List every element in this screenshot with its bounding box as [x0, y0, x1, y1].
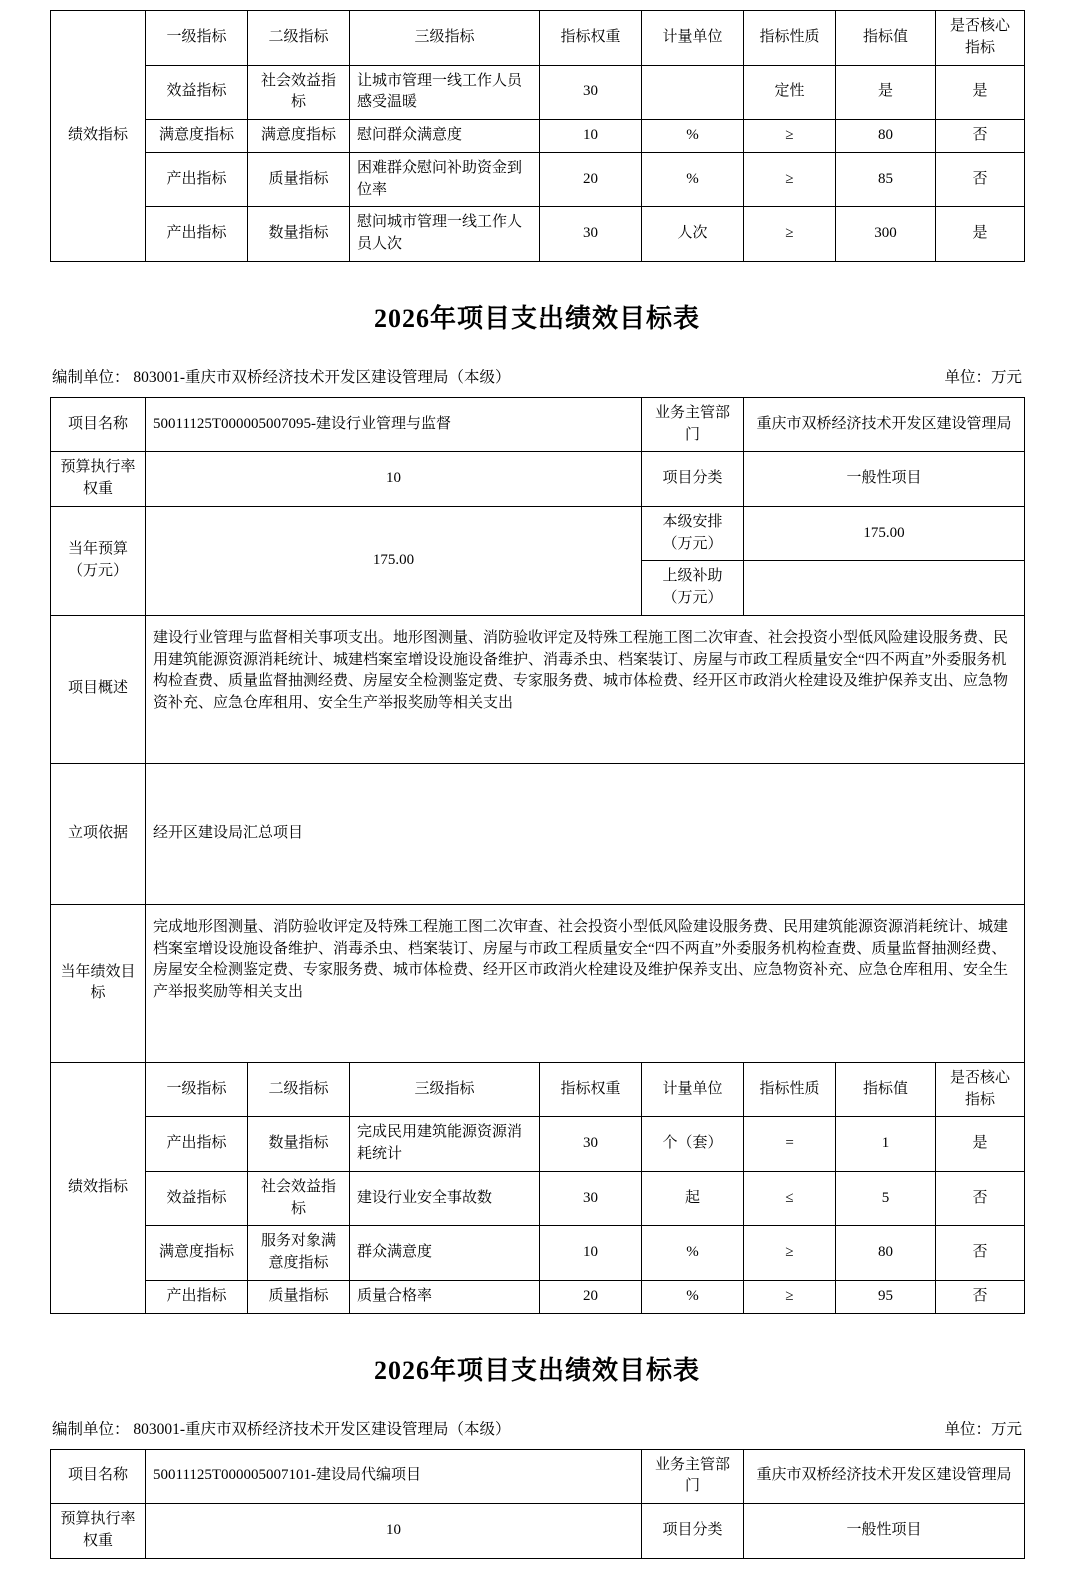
- cell-core: 否: [936, 120, 1025, 153]
- cell-weight: 10: [540, 1226, 642, 1281]
- project-category-label: 项目分类: [642, 1504, 744, 1559]
- table-row: [51, 1117, 1025, 1172]
- current-year-budget-value: 175.00: [146, 506, 642, 615]
- cell-level2: 服务对象满意度指标: [248, 1226, 350, 1281]
- cell-nature: ≥: [744, 152, 836, 207]
- upper-subsidy-label: 上级补助（万元）: [642, 561, 744, 616]
- table-row: [51, 1280, 1025, 1313]
- cell-nature: ≥: [744, 120, 836, 153]
- cell-level1: 满意度指标: [146, 1226, 248, 1281]
- header-value: 指标值: [836, 1062, 936, 1117]
- header-value: 指标值: [836, 11, 936, 66]
- upper-subsidy-value: [744, 561, 1025, 616]
- cell-value: 85: [836, 152, 936, 207]
- cell-value: 95: [836, 1280, 936, 1313]
- cell-level1: 产出指标: [146, 207, 248, 262]
- header-unit: 计量单位: [642, 1062, 744, 1117]
- cell-core: 否: [936, 152, 1025, 207]
- cell-nature: ≥: [744, 1226, 836, 1281]
- local-arrangement-value: 175.00: [744, 506, 1025, 561]
- cell-level3: 慰问城市管理一线工作人员人次: [350, 207, 540, 262]
- cell-core: 否: [936, 1171, 1025, 1226]
- cell-value: 80: [836, 120, 936, 153]
- currency-unit: 单位：万元: [944, 368, 1022, 386]
- meta-row: [50, 1417, 1024, 1439]
- cell-unit: 个（套）: [642, 1117, 744, 1172]
- budget-exec-weight-label: 预算执行率权重: [51, 452, 146, 507]
- cell-value: 是: [836, 65, 936, 120]
- table-header-row: [51, 11, 1025, 66]
- header-nature: 指标性质: [744, 1062, 836, 1117]
- cell-level2: 质量指标: [248, 1280, 350, 1313]
- table-row: [51, 152, 1025, 207]
- performance-indicator-table-top: [50, 10, 1025, 262]
- page-title: 2026年项目支出绩效目标表: [373, 1355, 700, 1385]
- cell-level2: 社会效益指标: [248, 65, 350, 120]
- project-overview-row: [51, 615, 1025, 763]
- cell-weight: 30: [540, 65, 642, 120]
- cell-level3: 慰问群众满意度: [350, 120, 540, 153]
- current-year-goal-value: 完成地形图测量、消防验收评定及特殊工程施工图二次审查、社会投资小型低风险建设服务费、民用建筑能源资源消耗统计、城建档案室增设设施设备维护、消毒杀虫、档案装订、房屋与市政工程质量安全“四不两直”外委服务机构检查费、质量监督抽测经费、房屋安全检测鉴定费、专家服务费、城市体检费、经开区市政消火栓建设及维护保养支出、应急物资补充、应急仓库租用、安全生产举报奖励等相关支出: [146, 904, 1025, 1062]
- table-row: [51, 1226, 1025, 1281]
- project-category-value: 一般性项目: [744, 1504, 1025, 1559]
- cell-level3: 质量合格率: [350, 1280, 540, 1313]
- project-name-value: 50011125T000005007095-建设行业管理与监督: [146, 397, 642, 452]
- cell-level1: 产出指标: [146, 1117, 248, 1172]
- cell-core: 否: [936, 1280, 1025, 1313]
- project-info-table-2: [50, 397, 1025, 1314]
- local-arrangement-label: 本级安排（万元）: [642, 506, 744, 561]
- meta-row: [50, 365, 1024, 387]
- cell-value: 1: [836, 1117, 936, 1172]
- cell-value: 300: [836, 207, 936, 262]
- project-name-row: [51, 397, 1025, 452]
- competent-department-value: 重庆市双桥经济技术开发区建设管理局: [744, 1449, 1025, 1504]
- project-info-table-3: [50, 1449, 1025, 1559]
- header-core: 是否核心指标: [936, 1062, 1025, 1117]
- budget-row-local: [51, 506, 1025, 561]
- cell-level3: 群众满意度: [350, 1226, 540, 1281]
- cell-weight: 30: [540, 1171, 642, 1226]
- cell-level3: 建设行业安全事故数: [350, 1171, 540, 1226]
- project-category-label: 项目分类: [642, 452, 744, 507]
- cell-nature: ≤: [744, 1171, 836, 1226]
- cell-weight: 20: [540, 1280, 642, 1313]
- table-row: [51, 1171, 1025, 1226]
- competent-department-label: 业务主管部门: [642, 1449, 744, 1504]
- cell-nature: ≥: [744, 1280, 836, 1313]
- table-row: [51, 207, 1025, 262]
- project-basis-label: 立项依据: [51, 763, 146, 904]
- cell-core: 是: [936, 207, 1025, 262]
- current-year-goal-row: [51, 904, 1025, 1062]
- header-level3: 三级指标: [350, 1062, 540, 1117]
- table-row: [51, 120, 1025, 153]
- cell-level2: 社会效益指标: [248, 1171, 350, 1226]
- header-core: 是否核心指标: [936, 11, 1025, 66]
- cell-level1: 产出指标: [146, 1280, 248, 1313]
- cell-unit: 起: [642, 1171, 744, 1226]
- cell-level1: 效益指标: [146, 1171, 248, 1226]
- cell-value: 80: [836, 1226, 936, 1281]
- current-year-goal-label: 当年绩效目标: [51, 904, 146, 1062]
- header-level2: 二级指标: [248, 11, 350, 66]
- cell-weight: 10: [540, 120, 642, 153]
- page-title: 2026年项目支出绩效目标表: [373, 303, 700, 333]
- cell-level3: 让城市管理一线工作人员感受温暖: [350, 65, 540, 120]
- cell-level3: 困难群众慰问补助资金到位率: [350, 152, 540, 207]
- header-level3: 三级指标: [350, 11, 540, 66]
- header-level2: 二级指标: [248, 1062, 350, 1117]
- project-name-row: [51, 1449, 1025, 1504]
- header-level1: 一级指标: [146, 11, 248, 66]
- cell-nature: 定性: [744, 65, 836, 120]
- cell-core: 是: [936, 65, 1025, 120]
- budget-exec-weight-value: 10: [146, 452, 642, 507]
- project-overview-value: 建设行业管理与监督相关事项支出。地形图测量、消防验收评定及特殊工程施工图二次审查、社会投资小型低风险建设服务费、民用建筑能源资源消耗统计、城建档案室增设设施设备维护、消毒杀虫、档案装订、房屋与市政工程质量安全“四不两直”外委服务机构检查费、质量监督抽测经费、房屋安全检测鉴定费、专家服务费、城市体检费、经开区市政消火栓建设及维护保养支出、应急物资补充、应急仓库租用、安全生产举报奖励等相关支出: [146, 615, 1025, 763]
- header-unit: 计量单位: [642, 11, 744, 66]
- budget-weight-row: [51, 452, 1025, 507]
- currency-unit: 单位：万元: [944, 1420, 1022, 1438]
- project-name-value: 50011125T000005007101-建设局代编项目: [146, 1449, 642, 1504]
- project-name-label: 项目名称: [51, 1449, 146, 1504]
- cell-unit: %: [642, 1226, 744, 1281]
- header-weight: 指标权重: [540, 1062, 642, 1117]
- table-row: [51, 65, 1025, 120]
- budget-weight-row: [51, 1504, 1025, 1559]
- current-year-budget-label: 当年预算（万元）: [51, 506, 146, 615]
- project-overview-label: 项目概述: [51, 615, 146, 763]
- cell-weight: 20: [540, 152, 642, 207]
- project-basis-row: [51, 763, 1025, 904]
- header-level1: 一级指标: [146, 1062, 248, 1117]
- cell-level2: 满意度指标: [248, 120, 350, 153]
- cell-nature: ≥: [744, 207, 836, 262]
- performance-indicators-label: 绩效指标: [51, 11, 146, 262]
- cell-level2: 数量指标: [248, 1117, 350, 1172]
- project-name-label: 项目名称: [51, 397, 146, 452]
- cell-weight: 30: [540, 207, 642, 262]
- table-header-row: [51, 1062, 1025, 1117]
- compiling-unit: 编制单位： 803001-重庆市双桥经济技术开发区建设管理局（本级）: [52, 368, 511, 386]
- performance-indicators-label: 绩效指标: [51, 1062, 146, 1313]
- project-basis-value: 经开区建设局汇总项目: [146, 763, 1025, 904]
- cell-unit: 人次: [642, 207, 744, 262]
- cell-level1: 效益指标: [146, 65, 248, 120]
- cell-unit: %: [642, 1280, 744, 1313]
- cell-core: 是: [936, 1117, 1025, 1172]
- cell-unit: %: [642, 152, 744, 207]
- budget-exec-weight-label: 预算执行率权重: [51, 1504, 146, 1559]
- compiling-unit: 编制单位： 803001-重庆市双桥经济技术开发区建设管理局（本级）: [52, 1420, 511, 1438]
- cell-level3: 完成民用建筑能源资源消耗统计: [350, 1117, 540, 1172]
- cell-unit: [642, 65, 744, 120]
- cell-weight: 30: [540, 1117, 642, 1172]
- cell-nature: =: [744, 1117, 836, 1172]
- project-category-value: 一般性项目: [744, 452, 1025, 507]
- cell-level2: 数量指标: [248, 207, 350, 262]
- competent-department-label: 业务主管部门: [642, 397, 744, 452]
- cell-value: 5: [836, 1171, 936, 1226]
- budget-exec-weight-value: 10: [146, 1504, 642, 1559]
- cell-core: 否: [936, 1226, 1025, 1281]
- cell-level1: 满意度指标: [146, 120, 248, 153]
- competent-department-value: 重庆市双桥经济技术开发区建设管理局: [744, 397, 1025, 452]
- cell-level1: 产出指标: [146, 152, 248, 207]
- header-weight: 指标权重: [540, 11, 642, 66]
- cell-level2: 质量指标: [248, 152, 350, 207]
- cell-unit: %: [642, 120, 744, 153]
- header-nature: 指标性质: [744, 11, 836, 66]
